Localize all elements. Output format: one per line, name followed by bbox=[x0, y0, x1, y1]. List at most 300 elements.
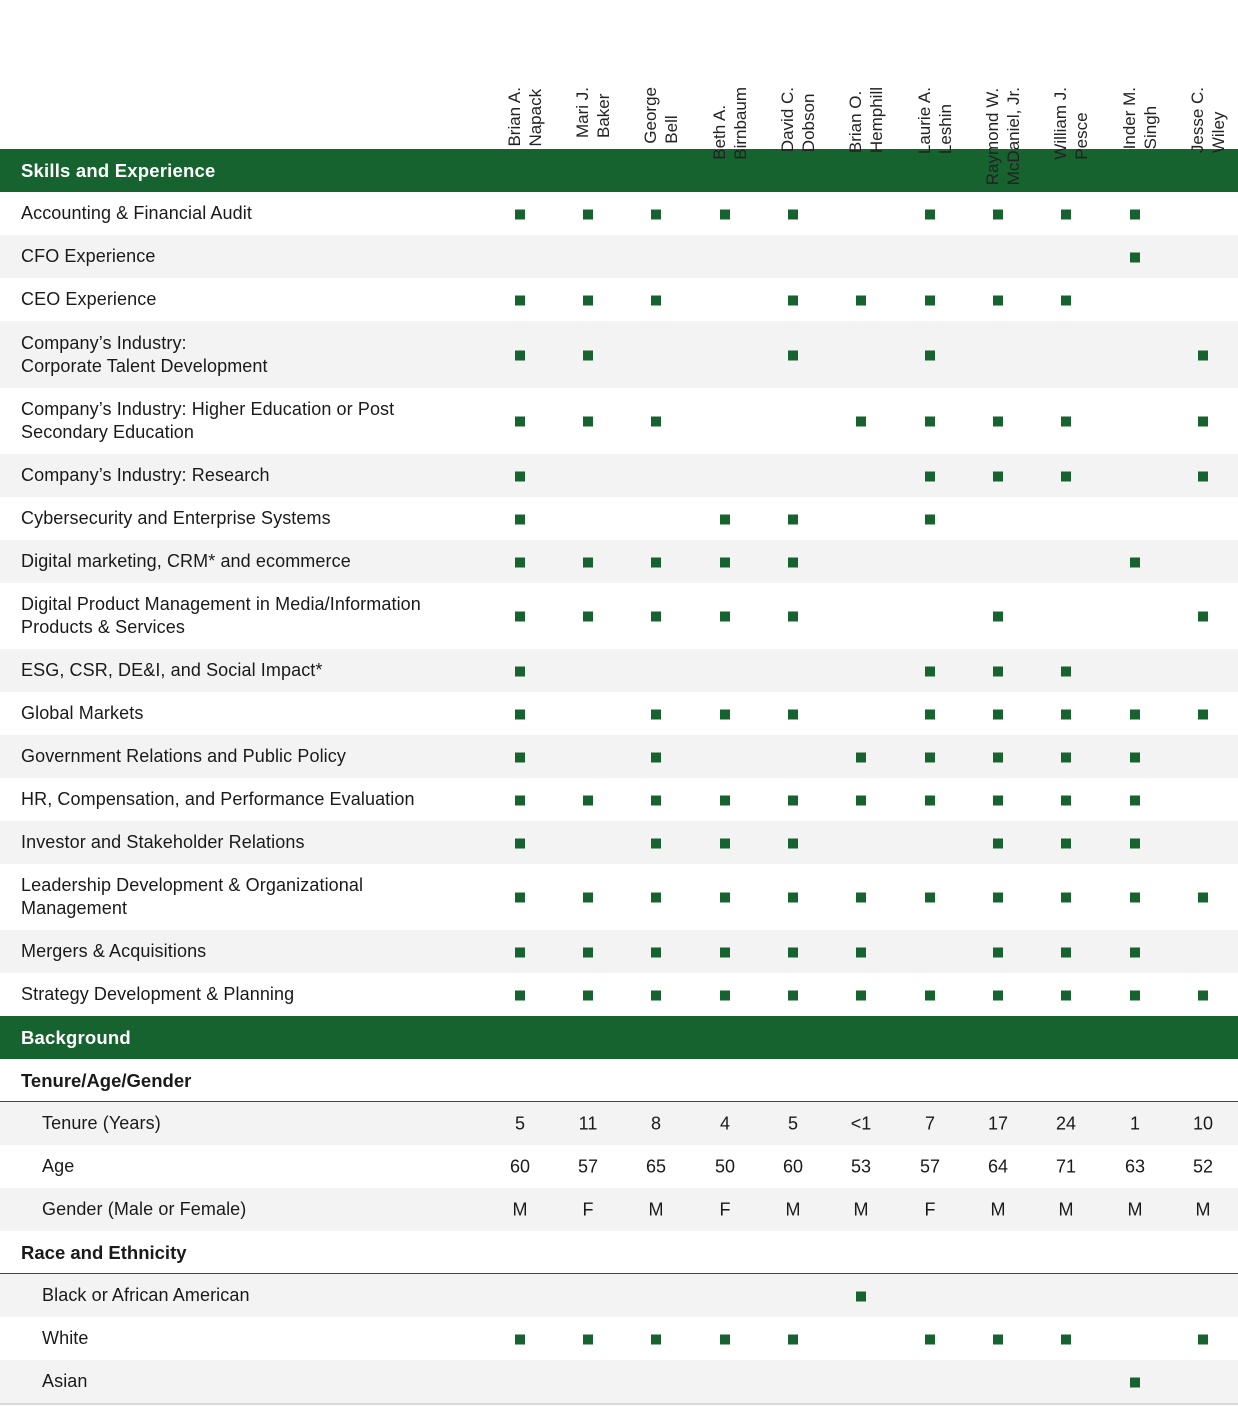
checkmark-square-icon bbox=[1198, 612, 1208, 622]
checkmark-square-icon bbox=[993, 209, 1003, 219]
checkmark-square-icon bbox=[720, 893, 730, 903]
checkmark-square-icon bbox=[788, 990, 798, 1000]
cell-7 bbox=[896, 887, 964, 908]
row-label: Tenure (Years) bbox=[42, 1113, 161, 1133]
cell-7 bbox=[896, 1156, 964, 1177]
cell-5 bbox=[759, 1156, 827, 1177]
cell-9 bbox=[1032, 941, 1100, 962]
cell-8 bbox=[964, 660, 1032, 681]
cell-11 bbox=[1169, 411, 1237, 432]
race-rows bbox=[0, 1274, 1238, 1403]
checkmark-square-icon bbox=[993, 709, 1003, 719]
director-name-text bbox=[640, 87, 682, 144]
checkmark-square-icon bbox=[788, 295, 798, 305]
cell-value: M bbox=[785, 1199, 801, 1219]
checkmark-square-icon bbox=[515, 947, 525, 957]
cell-5 bbox=[759, 1199, 827, 1220]
cell-7 bbox=[896, 660, 964, 681]
cell-value: M bbox=[1058, 1199, 1074, 1219]
cell-4 bbox=[691, 508, 759, 529]
cell-value: 10 bbox=[1192, 1113, 1214, 1133]
cell-7 bbox=[896, 746, 964, 767]
cell-4 bbox=[691, 1113, 759, 1134]
cell-6 bbox=[827, 1156, 895, 1177]
checkmark-square-icon bbox=[993, 752, 1003, 762]
cell-3 bbox=[622, 887, 690, 908]
cell-value: 4 bbox=[719, 1113, 730, 1133]
director-first-name: Mari J. bbox=[573, 87, 592, 138]
checkmark-square-icon bbox=[720, 709, 730, 719]
row-label: Government Relations and Public Policy bbox=[21, 746, 346, 766]
cell-5 bbox=[759, 203, 827, 224]
cell-9 bbox=[1032, 1199, 1100, 1220]
cell-8 bbox=[964, 746, 1032, 767]
tenure-row bbox=[0, 1102, 1238, 1145]
checkmark-square-icon bbox=[993, 666, 1003, 676]
cell-7 bbox=[896, 789, 964, 810]
cell-4 bbox=[691, 606, 759, 627]
cell-1 bbox=[486, 465, 554, 486]
cell-9 bbox=[1032, 789, 1100, 810]
cell-1 bbox=[486, 789, 554, 810]
cell-4 bbox=[691, 887, 759, 908]
cell-2 bbox=[554, 411, 622, 432]
skill-row bbox=[0, 973, 1238, 1016]
director-last-name: McDaniel, Jr. bbox=[1004, 87, 1023, 186]
cell-value: 5 bbox=[514, 1113, 525, 1133]
cell-4 bbox=[691, 551, 759, 572]
skill-row bbox=[0, 235, 1238, 278]
director-name-4 bbox=[691, 0, 759, 160]
cell-5 bbox=[759, 344, 827, 365]
checkmark-square-icon bbox=[651, 1334, 661, 1344]
cell-9 bbox=[1032, 1113, 1100, 1134]
cell-1 bbox=[486, 746, 554, 767]
cell-9 bbox=[1032, 703, 1100, 724]
cell-2 bbox=[554, 1199, 622, 1220]
director-name-text bbox=[1050, 87, 1092, 160]
checkmark-square-icon bbox=[651, 557, 661, 567]
checkmark-square-icon bbox=[583, 893, 593, 903]
cell-value: 60 bbox=[509, 1156, 531, 1176]
checkmark-square-icon bbox=[720, 838, 730, 848]
cell-8 bbox=[964, 1156, 1032, 1177]
skill-row bbox=[0, 583, 1238, 649]
director-name-3 bbox=[622, 0, 690, 144]
cell-6 bbox=[827, 1113, 895, 1134]
skill-row bbox=[0, 388, 1238, 454]
checkmark-square-icon bbox=[925, 666, 935, 676]
director-first-name: Brian O. bbox=[846, 90, 865, 154]
cell-7 bbox=[896, 1328, 964, 1349]
cell-value: F bbox=[719, 1199, 731, 1219]
checkmark-square-icon bbox=[993, 795, 1003, 805]
race-row bbox=[0, 1317, 1238, 1360]
director-last-name: Singh bbox=[1141, 105, 1160, 150]
cell-value: M bbox=[1127, 1199, 1143, 1219]
cell-10 bbox=[1101, 551, 1169, 572]
cell-2 bbox=[554, 289, 622, 310]
cell-3 bbox=[622, 746, 690, 767]
cell-8 bbox=[964, 887, 1032, 908]
cell-3 bbox=[622, 1156, 690, 1177]
cell-value: 8 bbox=[650, 1113, 661, 1133]
cell-8 bbox=[964, 1199, 1032, 1220]
checkmark-square-icon bbox=[720, 612, 730, 622]
row-label: Cybersecurity and Enterprise Systems bbox=[21, 508, 331, 528]
checkmark-square-icon bbox=[515, 795, 525, 805]
cell-2 bbox=[554, 789, 622, 810]
checkmark-square-icon bbox=[1130, 893, 1140, 903]
cell-8 bbox=[964, 941, 1032, 962]
director-first-name: Brian A. bbox=[505, 87, 524, 147]
cell-11 bbox=[1169, 1199, 1237, 1220]
checkmark-square-icon bbox=[925, 514, 935, 524]
cell-value: F bbox=[924, 1199, 936, 1219]
checkmark-square-icon bbox=[515, 990, 525, 1000]
cell-6 bbox=[827, 1285, 895, 1306]
cell-8 bbox=[964, 789, 1032, 810]
cell-9 bbox=[1032, 660, 1100, 681]
cell-6 bbox=[827, 746, 895, 767]
director-first-name: Beth A. bbox=[710, 104, 729, 160]
checkmark-square-icon bbox=[788, 709, 798, 719]
tenure-row bbox=[0, 1188, 1238, 1231]
cell-value: 57 bbox=[577, 1156, 599, 1176]
tenure-age-gender-subheader: Tenure/Age/Gender bbox=[0, 1059, 1238, 1102]
cell-1 bbox=[486, 1199, 554, 1220]
skills-section-header: Skills and Experience bbox=[0, 149, 1238, 192]
director-name-7 bbox=[896, 0, 964, 155]
cell-2 bbox=[554, 551, 622, 572]
cell-value: 64 bbox=[987, 1156, 1009, 1176]
row-label: Strategy Development & Planning bbox=[21, 984, 295, 1004]
checkmark-square-icon bbox=[651, 295, 661, 305]
skill-row bbox=[0, 321, 1238, 388]
row-label: Company’s Industry: Corporate Talent Development bbox=[21, 332, 268, 376]
cell-value: 50 bbox=[714, 1156, 736, 1176]
row-label: Asian bbox=[42, 1371, 88, 1391]
checkmark-square-icon bbox=[856, 295, 866, 305]
cell-5 bbox=[759, 789, 827, 810]
row-label: White bbox=[42, 1328, 89, 1348]
cell-3 bbox=[622, 1113, 690, 1134]
cell-value: 65 bbox=[645, 1156, 667, 1176]
cell-2 bbox=[554, 984, 622, 1005]
cell-11 bbox=[1169, 887, 1237, 908]
checkmark-square-icon bbox=[583, 295, 593, 305]
cell-5 bbox=[759, 832, 827, 853]
checkmark-square-icon bbox=[1130, 990, 1140, 1000]
cell-5 bbox=[759, 984, 827, 1005]
cell-1 bbox=[486, 203, 554, 224]
checkmark-square-icon bbox=[1061, 295, 1071, 305]
director-name-text bbox=[504, 87, 546, 147]
director-last-name: Bell bbox=[662, 115, 681, 144]
cell-value: M bbox=[990, 1199, 1006, 1219]
checkmark-square-icon bbox=[1061, 1334, 1071, 1344]
background-section-header: Background bbox=[0, 1016, 1238, 1059]
checkmark-square-icon bbox=[515, 350, 525, 360]
cell-2 bbox=[554, 887, 622, 908]
cell-5 bbox=[759, 1113, 827, 1134]
cell-3 bbox=[622, 703, 690, 724]
cell-1 bbox=[486, 1113, 554, 1134]
row-label: Digital marketing, CRM* and ecommerce bbox=[21, 551, 351, 571]
checkmark-square-icon bbox=[515, 709, 525, 719]
checkmark-square-icon bbox=[856, 990, 866, 1000]
checkmark-square-icon bbox=[515, 752, 525, 762]
cell-6 bbox=[827, 289, 895, 310]
cell-8 bbox=[964, 832, 1032, 853]
cell-11 bbox=[1169, 1113, 1237, 1134]
director-last-name: Pesce bbox=[1072, 112, 1091, 160]
checkmark-square-icon bbox=[1130, 838, 1140, 848]
cell-1 bbox=[486, 941, 554, 962]
checkmark-square-icon bbox=[583, 947, 593, 957]
cell-10 bbox=[1101, 832, 1169, 853]
director-first-name: Raymond W. bbox=[983, 87, 1002, 186]
director-last-name: Dobson bbox=[799, 93, 818, 153]
cell-2 bbox=[554, 941, 622, 962]
cell-5 bbox=[759, 289, 827, 310]
cell-7 bbox=[896, 344, 964, 365]
cell-value: 60 bbox=[782, 1156, 804, 1176]
race-ethnicity-subheader: Race and Ethnicity bbox=[0, 1231, 1238, 1274]
cell-6 bbox=[827, 1199, 895, 1220]
checkmark-square-icon bbox=[1130, 1377, 1140, 1387]
checkmark-square-icon bbox=[583, 795, 593, 805]
cell-1 bbox=[486, 984, 554, 1005]
checkmark-square-icon bbox=[1130, 709, 1140, 719]
cell-value: 57 bbox=[919, 1156, 941, 1176]
cell-5 bbox=[759, 606, 827, 627]
checkmark-square-icon bbox=[515, 417, 525, 427]
cell-5 bbox=[759, 1328, 827, 1349]
cell-9 bbox=[1032, 832, 1100, 853]
row-label: CEO Experience bbox=[21, 289, 157, 309]
row-label: Digital Product Management in Media/Information Products & Services bbox=[21, 594, 421, 637]
cell-8 bbox=[964, 289, 1032, 310]
cell-4 bbox=[691, 1328, 759, 1349]
row-label: Mergers & Acquisitions bbox=[21, 941, 207, 961]
checkmark-square-icon bbox=[856, 795, 866, 805]
director-name-10 bbox=[1101, 0, 1169, 150]
checkmark-square-icon bbox=[1198, 471, 1208, 481]
checkmark-square-icon bbox=[720, 1334, 730, 1344]
director-last-name: Baker bbox=[594, 93, 613, 138]
checkmark-square-icon bbox=[651, 209, 661, 219]
checkmark-square-icon bbox=[788, 514, 798, 524]
cell-8 bbox=[964, 984, 1032, 1005]
checkmark-square-icon bbox=[856, 947, 866, 957]
cell-10 bbox=[1101, 941, 1169, 962]
checkmark-square-icon bbox=[1061, 990, 1071, 1000]
cell-2 bbox=[554, 1113, 622, 1134]
cell-7 bbox=[896, 703, 964, 724]
checkmark-square-icon bbox=[1198, 990, 1208, 1000]
cell-9 bbox=[1032, 887, 1100, 908]
checkmark-square-icon bbox=[788, 1334, 798, 1344]
checkmark-square-icon bbox=[925, 350, 935, 360]
cell-6 bbox=[827, 887, 895, 908]
director-name-5 bbox=[759, 0, 827, 153]
checkmark-square-icon bbox=[720, 947, 730, 957]
cell-1 bbox=[486, 832, 554, 853]
checkmark-square-icon bbox=[788, 557, 798, 567]
checkmark-square-icon bbox=[583, 417, 593, 427]
cell-9 bbox=[1032, 984, 1100, 1005]
cell-value: M bbox=[853, 1199, 869, 1219]
checkmark-square-icon bbox=[788, 209, 798, 219]
cell-10 bbox=[1101, 984, 1169, 1005]
director-name-1 bbox=[486, 0, 554, 147]
checkmark-square-icon bbox=[925, 893, 935, 903]
checkmark-square-icon bbox=[720, 795, 730, 805]
cell-value: 71 bbox=[1055, 1156, 1077, 1176]
checkmark-square-icon bbox=[515, 666, 525, 676]
cell-8 bbox=[964, 703, 1032, 724]
skill-row bbox=[0, 930, 1238, 973]
skill-row bbox=[0, 192, 1238, 235]
skill-row bbox=[0, 540, 1238, 583]
cell-8 bbox=[964, 465, 1032, 486]
cell-3 bbox=[622, 984, 690, 1005]
checkmark-square-icon bbox=[925, 295, 935, 305]
tenure-row bbox=[0, 1145, 1238, 1188]
cell-7 bbox=[896, 289, 964, 310]
cell-value: 11 bbox=[578, 1113, 598, 1133]
cell-1 bbox=[486, 551, 554, 572]
cell-7 bbox=[896, 1199, 964, 1220]
checkmark-square-icon bbox=[1061, 752, 1071, 762]
cell-1 bbox=[486, 887, 554, 908]
cell-7 bbox=[896, 411, 964, 432]
director-name-text bbox=[845, 87, 887, 153]
cell-2 bbox=[554, 1156, 622, 1177]
cell-4 bbox=[691, 832, 759, 853]
cell-11 bbox=[1169, 1328, 1237, 1349]
checkmark-square-icon bbox=[515, 295, 525, 305]
director-name-text bbox=[709, 87, 751, 160]
checkmark-square-icon bbox=[925, 752, 935, 762]
cell-value: 52 bbox=[1192, 1156, 1214, 1176]
cell-2 bbox=[554, 606, 622, 627]
checkmark-square-icon bbox=[993, 893, 1003, 903]
checkmark-square-icon bbox=[1198, 709, 1208, 719]
checkmark-square-icon bbox=[583, 557, 593, 567]
cell-10 bbox=[1101, 1113, 1169, 1134]
director-name-11 bbox=[1169, 0, 1237, 154]
cell-3 bbox=[622, 832, 690, 853]
checkmark-square-icon bbox=[651, 417, 661, 427]
cell-9 bbox=[1032, 289, 1100, 310]
checkmark-square-icon bbox=[1198, 1334, 1208, 1344]
cell-value: F bbox=[582, 1199, 594, 1219]
checkmark-square-icon bbox=[788, 795, 798, 805]
checkmark-square-icon bbox=[788, 350, 798, 360]
skill-row bbox=[0, 692, 1238, 735]
checkmark-square-icon bbox=[1130, 947, 1140, 957]
race-row bbox=[0, 1360, 1238, 1403]
checkmark-square-icon bbox=[788, 947, 798, 957]
table-bottom-rule bbox=[0, 1403, 1238, 1405]
checkmark-square-icon bbox=[925, 417, 935, 427]
cell-5 bbox=[759, 941, 827, 962]
checkmark-square-icon bbox=[856, 893, 866, 903]
checkmark-square-icon bbox=[1061, 471, 1071, 481]
cell-9 bbox=[1032, 1328, 1100, 1349]
cell-9 bbox=[1032, 411, 1100, 432]
checkmark-square-icon bbox=[925, 990, 935, 1000]
director-name-text bbox=[914, 87, 956, 154]
cell-3 bbox=[622, 203, 690, 224]
row-label: Company’s Industry: Research bbox=[21, 465, 270, 485]
checkmark-square-icon bbox=[925, 795, 935, 805]
skill-row bbox=[0, 278, 1238, 321]
cell-value: 53 bbox=[850, 1156, 872, 1176]
cell-9 bbox=[1032, 746, 1100, 767]
cell-11 bbox=[1169, 984, 1237, 1005]
director-first-name: Laurie A. bbox=[915, 87, 934, 155]
checkmark-square-icon bbox=[583, 350, 593, 360]
checkmark-square-icon bbox=[515, 838, 525, 848]
checkmark-square-icon bbox=[1061, 838, 1071, 848]
skill-row bbox=[0, 778, 1238, 821]
cell-10 bbox=[1101, 1199, 1169, 1220]
cell-7 bbox=[896, 984, 964, 1005]
cell-value: <1 bbox=[850, 1113, 872, 1133]
cell-8 bbox=[964, 606, 1032, 627]
skill-row bbox=[0, 497, 1238, 540]
checkmark-square-icon bbox=[1198, 893, 1208, 903]
cell-10 bbox=[1101, 1371, 1169, 1392]
checkmark-square-icon bbox=[720, 990, 730, 1000]
race-row bbox=[0, 1274, 1238, 1317]
checkmark-square-icon bbox=[515, 209, 525, 219]
cell-value: 1 bbox=[1129, 1113, 1140, 1133]
checkmark-square-icon bbox=[651, 990, 661, 1000]
cell-value: 7 bbox=[924, 1113, 935, 1133]
row-label: Leadership Development & Organizational Management bbox=[21, 875, 364, 918]
cell-11 bbox=[1169, 344, 1237, 365]
checkmark-square-icon bbox=[1061, 209, 1071, 219]
cell-value: 63 bbox=[1124, 1156, 1146, 1176]
checkmark-square-icon bbox=[856, 1291, 866, 1301]
cell-4 bbox=[691, 941, 759, 962]
checkmark-square-icon bbox=[515, 1334, 525, 1344]
director-first-name: Jesse C. bbox=[1188, 87, 1207, 154]
cell-10 bbox=[1101, 203, 1169, 224]
checkmark-square-icon bbox=[583, 1334, 593, 1344]
director-name-8 bbox=[964, 0, 1032, 186]
cell-1 bbox=[486, 606, 554, 627]
cell-1 bbox=[486, 344, 554, 365]
director-last-name: Wiley bbox=[1209, 111, 1228, 154]
checkmark-square-icon bbox=[583, 990, 593, 1000]
cell-8 bbox=[964, 203, 1032, 224]
cell-7 bbox=[896, 203, 964, 224]
cell-value: 5 bbox=[787, 1113, 798, 1133]
checkmark-square-icon bbox=[788, 893, 798, 903]
checkmark-square-icon bbox=[651, 947, 661, 957]
checkmark-square-icon bbox=[515, 893, 525, 903]
cell-3 bbox=[622, 551, 690, 572]
cell-2 bbox=[554, 344, 622, 365]
cell-7 bbox=[896, 465, 964, 486]
checkmark-square-icon bbox=[993, 417, 1003, 427]
row-label: ESG, CSR, DE&I, and Social Impact* bbox=[21, 660, 323, 680]
